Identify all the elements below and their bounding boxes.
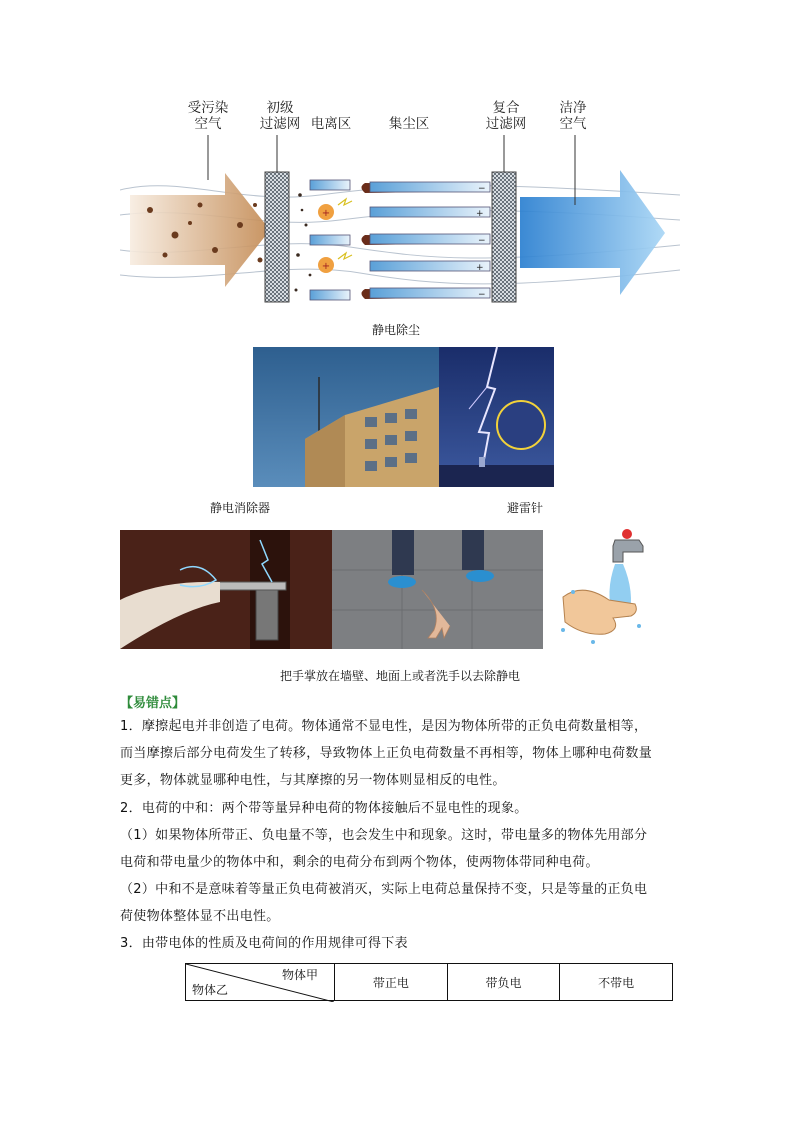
caption-lightning-rod: 避雷针 (506, 501, 543, 515)
section-heading: 【易错点】 (120, 696, 186, 711)
paragraph-1: 1．摩擦起电并非创造了电荷。物体通常不显电性，是因为物体所带的正负电荷数量相等， 而当摩擦后部分电荷发生了转移，导致物体上正负电荷数量不再相等，物体上哪种电荷数量 更多，物体就显哪种电性，与其摩擦的另一物体则显相反的电性。 (120, 719, 653, 788)
svg-text:+: + (476, 209, 484, 219)
svg-text:+: + (321, 261, 331, 272)
photo-static-eliminator (253, 347, 439, 487)
paragraph-5: 3．由带电体的性质及电荷间的作用规律可得下表 (120, 936, 408, 951)
paragraph-2: 2．电荷的中和：两个带等量异种电荷的物体接触后不显电性的现象。 (120, 801, 528, 816)
photo-door-handle (120, 530, 332, 649)
header-object-a: 物体甲 (281, 968, 318, 982)
label-clean-air: 洁净 空气 (559, 100, 587, 132)
paragraph-4: （2）中和不是意味着等量正负电荷被消灭，实际上电荷总量保持不变，只是等量的正负电 荷使物体整体显不出电性。 (120, 882, 648, 924)
caption-precipitator: 静电除尘 (371, 323, 420, 337)
label-composite-filter: 复合 过滤网 (485, 100, 527, 132)
table-row (186, 964, 673, 1001)
caption-remove-static: 把手掌放在墙壁、地面上或者洗手以去除静电 (279, 669, 520, 683)
svg-text:−: − (478, 290, 486, 300)
svg-text:−: − (478, 184, 486, 194)
label-prefilter: 初级 过滤网 (259, 100, 301, 132)
svg-text:−: − (478, 236, 486, 246)
table-corner-cell (186, 964, 335, 1001)
svg-text:+: + (321, 208, 331, 219)
caption-static-eliminator: 静电消除器 (209, 501, 270, 515)
column-negative: 带负电 (447, 964, 560, 1001)
header-object-b: 物体乙 (192, 983, 229, 997)
svg-text:+: + (476, 263, 484, 273)
label-ionizer: 电离区 (310, 116, 352, 132)
paragraph-3: （1）如果物体所带正、负电量不等，也会发生中和现象。这时，带电量多的物体先用部分 电荷和带电量少的物体中和，剩余的电荷分布到两个物体，使两物体带同种电荷。 (120, 828, 648, 870)
precipitator-diagram (120, 135, 680, 310)
label-polluted-air: 受污染 空气 (187, 100, 229, 132)
photo-hand-on-ground (332, 530, 543, 649)
column-positive: 带正电 (335, 964, 448, 1001)
label-collector: 集尘区 (388, 116, 430, 132)
illustration-hand-washing (543, 522, 658, 657)
charge-table (185, 963, 673, 1001)
photo-lightning-rod (439, 347, 554, 487)
column-neutral: 不带电 (560, 964, 673, 1001)
